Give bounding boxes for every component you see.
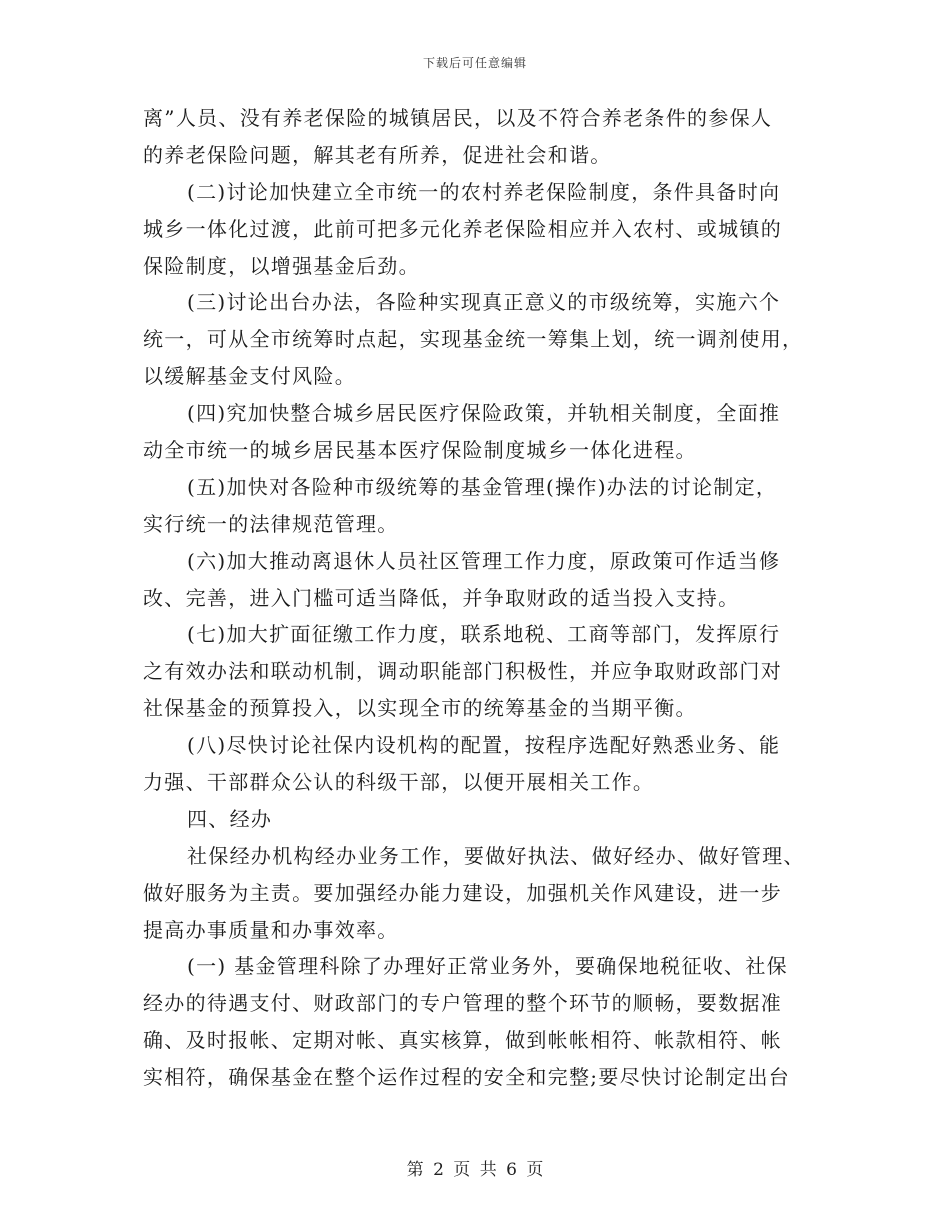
text-line: 实行统一的法律规范管理。 [143, 511, 399, 536]
text-line: (一) 基金管理科除了办理好正常业务外，要确保地税征收、社保 [187, 954, 788, 979]
text-line: 力强、干部群众公认的科级干部，以便开展相关工作。 [143, 770, 655, 795]
page-footer: 第 2 页 共 6 页 [406, 1160, 544, 1180]
text-line: 四、经办 [187, 806, 273, 831]
text-line: (五)加快对各险种市级统筹的基金管理(操作)办法的讨论制定， [187, 474, 778, 499]
text-line: 保险制度，以增强基金后劲。 [143, 253, 420, 278]
text-line: 经办的待遇支付、财政部门的专户管理的整个环节的顺畅，要数据准 [143, 991, 782, 1016]
text-line: 社保经办机构经办业务工作，要做好执法、做好经办、做好管理、 [187, 843, 805, 868]
text-line: (六)加大推动离退休人员社区管理工作力度，原政策可作适当修 [187, 548, 781, 573]
text-line: 提高办事质量和办事效率。 [143, 917, 399, 942]
text-line: 城乡一体化过渡，此前可把多元化养老保险相应并入农村、或城镇的 [143, 216, 782, 241]
text-line: (八)尽快讨论社保内设机构的配置，按程序选配好熟悉业务、能 [187, 733, 781, 758]
text-line: 之有效办法和联动机制，调动职能部门积极性，并应争取财政部门对 [143, 659, 782, 684]
text-line: 社保基金的预算投入，以实现全市的统筹基金的当期平衡。 [143, 696, 697, 721]
text-line: (七)加大扩面征缴工作力度，联系地税、工商等部门，发挥原行 [187, 622, 781, 647]
text-line: 以缓解基金支付风险。 [143, 364, 356, 389]
text-line: 确、及时报帐、定期对帐、真实核算，做到帐帐相符、帐款相符、帐 [143, 1028, 782, 1053]
text-line: 动全市统一的城乡居民基本医疗保险制度城乡一体化进程。 [143, 438, 697, 463]
text-line: (三)讨论出台办法，各险种实现真正意义的市级统筹，实施六个 [187, 290, 781, 315]
text-line: (四)究加快整合城乡居民医疗保险政策，并轨相关制度，全面推 [187, 401, 781, 426]
text-line: 统一，可从全市统筹时点起，实现基金统一筹集上划，统一调剂使用， [143, 327, 804, 352]
text-line: 离”人员、没有养老保险的城镇居民，以及不符合养老条件的参保人 [143, 106, 773, 130]
text-line: 实相符，确保基金在整个运作过程的安全和完整;要尽快讨论制定出台 [143, 1065, 791, 1090]
text-line: 的养老保险问题，解其老有所养，促进社会和谐。 [143, 142, 612, 167]
text-line: 改、完善，进入门槛可适当降低，并争取财政的适当投入支持。 [143, 585, 740, 610]
text-line: (二)讨论加快建立全市统一的农村养老保险制度，条件具备时向 [187, 179, 781, 204]
document-body [143, 100, 811, 1096]
page-header: 下载后可任意编辑 [422, 56, 527, 70]
text-line: 做好服务为主责。要加强经办能力建设，加强机关作风建设，进一步 [143, 880, 782, 905]
